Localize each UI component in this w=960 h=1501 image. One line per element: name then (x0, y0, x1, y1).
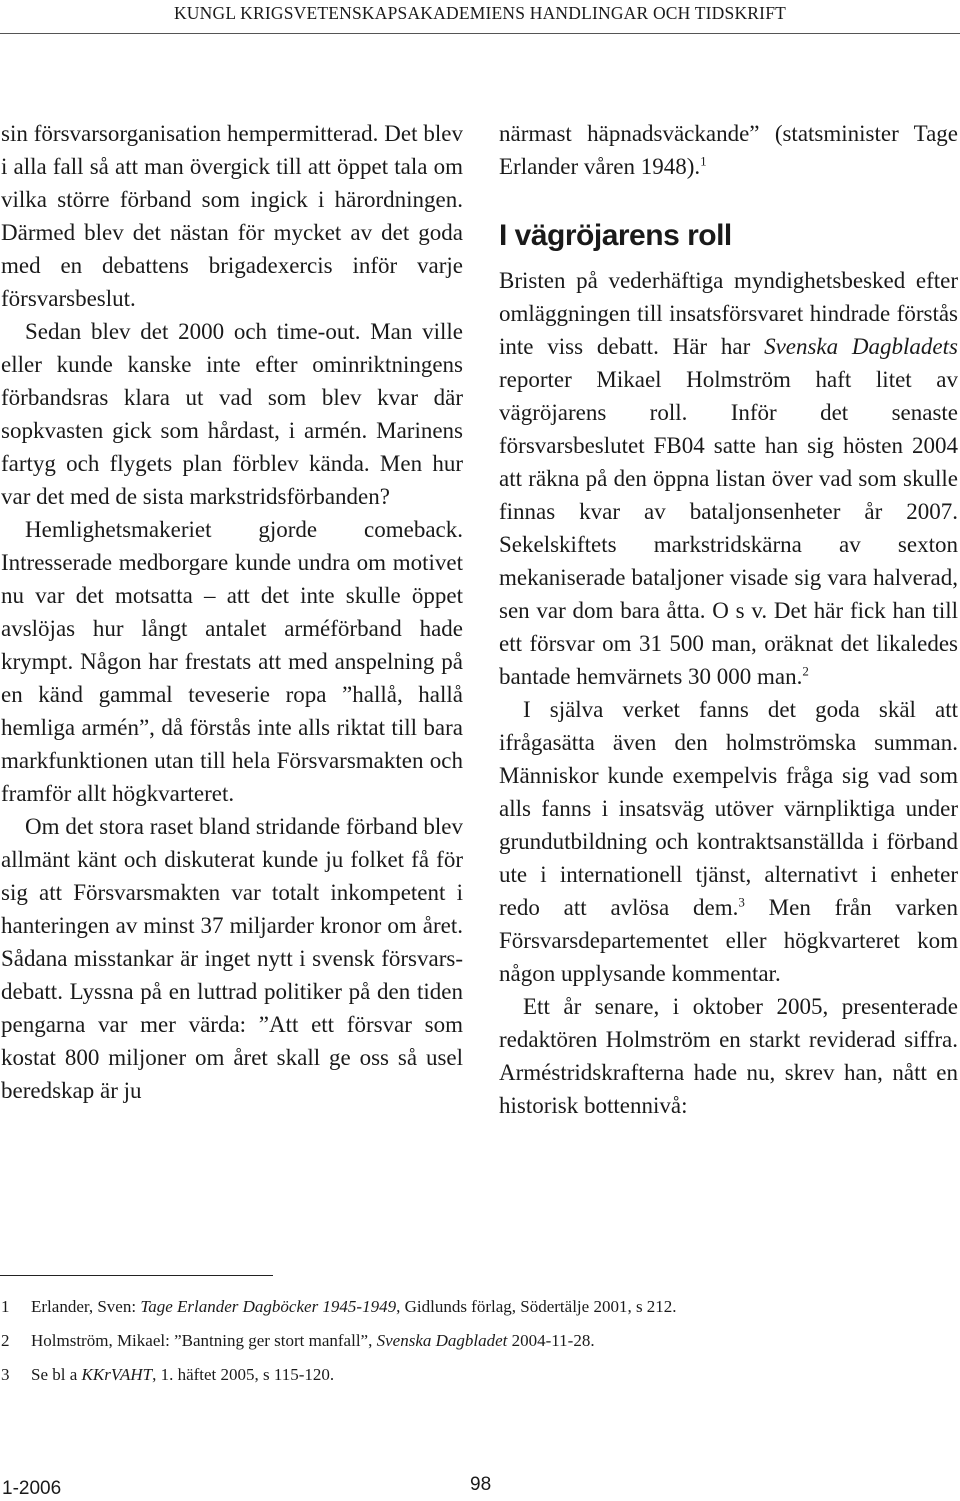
footnote-number: 3 (1, 1365, 10, 1384)
footnote-text: Holmström, Mikael: ”Bantning ger stort manfall”, (31, 1331, 377, 1350)
paragraph (499, 693, 958, 990)
footnote-title: Svenska Dagbladet (376, 1331, 508, 1350)
footnote-text: Se bl a (31, 1365, 82, 1384)
italic-publication: Svenska Dagbladets (764, 334, 958, 359)
footnote-text: , Gidlunds förlag, Södertälje 2001, s 212. (396, 1297, 677, 1316)
footnote-reference: 2 (802, 663, 809, 679)
footnote-number: 1 (1, 1297, 10, 1316)
left-column (1, 117, 463, 1107)
right-column (499, 117, 958, 1122)
paragraph-text: reporter Mikael Holmström haft litet av vägröjarens roll. Inför det senaste försvarsbeslutet FB04 satte han sig hösten 2004 att räkna på den öppna listan över vad som skulle finnas kvar av bataljonsenheter år 2007. Sekelskiftets markstridskärna av sexton mekaniserade bataljoner visade sig vara halverad, sen var dom bara åtta. O s v. Det här fick han till ett försvar om 31 500 man, oräknat det likaledes bantade hemvärnets 30 000 man. (499, 367, 958, 689)
paragraph: Ett år senare, i oktober 2005, presenterade redaktören Holmström en starkt reviderad siffra. Arméstridskrafterna hade nu, skrev han, nått en historisk bottennivå: (499, 994, 958, 1118)
running-header: KUNGL KRIGSVETENSKAPSAKADEMIENS HANDLINGAR OCH TIDSKRIFT (173, 3, 787, 23)
header-rule (0, 33, 960, 34)
issue-label: 1-2006 (2, 1478, 62, 1499)
paragraph: Sedan blev det 2000 och time-out. Man ville eller kunde kanske inte efter ominriktningens förbandsras klara ut vad som blev kvar där sopkvasten gick som hårdast, i armén. Marinens fartyg och flygets plan förblev kända. Men hur var det med de sista markstridsförbanden? (1, 319, 463, 509)
footnote-reference: 3 (738, 894, 745, 910)
paragraph (499, 117, 958, 183)
footnote-title: KKrVAHT (81, 1365, 153, 1384)
paragraph-text: I själva verket fanns det goda skäl att ifrågasätta även den holmströmska summan. Människor kunde exempelvis fråga sig vad som alls fanns i insatsväg utöver värnpliktiga under grundutbildning och kontraktsanställda i förband ute i internationell tjänst, alternativt i enheter redo att avlösa dem. (499, 697, 958, 920)
footnote-rule (0, 1275, 273, 1276)
paragraph: Om det stora raset bland stridande förband blev allmänt känt och diskuterat kunde ju folket få för sig att Försvarsmakten var totalt inkompetent i hanteringen av minst 37 miljarder kronor om året. Sådana misstankar är inget nytt i svensk försvarsdebatt. Lyssna på en luttrad politiker på den tiden pengarna var mer värda: ”Att ett försvar som kostat 800 miljoner om året skall ge oss så usel beredskap är ju (1, 814, 463, 1103)
footnote (1, 1290, 941, 1324)
paragraph: Hemlighetsmakeriet gjorde comeback. Intresserade medborgare kunde undra om motivet nu var det motsatta – att det inte skulle öppet avslöjas hur långt antalet arméförband hade krympt. Någon har frestats att med anspelning på en känd gammal teveserie ropa ”hallå, hallå hemliga armén”, då förstås inte alls riktat till bara markfunktionen utan till hela Försvarsmakten och framför allt högkvarteret. (1, 517, 463, 806)
page-number: 98 (470, 1474, 492, 1495)
section-heading: I vägröjarens roll (499, 219, 732, 252)
paragraph-text: Bristen på vederhäftiga myndighetsbesked efter omläggningen till insatsförsvaret hindrade förstås inte viss debatt. Här har (499, 268, 958, 359)
paragraph (499, 264, 958, 693)
footnote (1, 1324, 941, 1358)
footnote (1, 1358, 941, 1392)
paragraph-text: Men från varken Försvarsdepartementet eller högkvarteret kom någon upplysande kommentar. (499, 895, 959, 986)
footnote-text: Erlander, Sven: (31, 1297, 141, 1316)
paragraph-text: närmast häpnadsväckande” (statsminister Tage Erlander våren 1948). (499, 121, 958, 179)
footnotes (1, 1290, 941, 1392)
footnote-title: Tage Erlander Dagböcker 1945-1949 (140, 1297, 397, 1316)
footnote-text: 2004-11-28. (507, 1331, 595, 1350)
footnote-text: , 1. häftet 2005, s 115-120. (152, 1365, 335, 1384)
footnote-number: 2 (1, 1331, 10, 1350)
footnote-reference: 1 (700, 153, 707, 169)
paragraph: sin försvarsorganisation hempermitterad. Det blev i alla fall så att man övergick till att öppet tala om vilka större förband som ingick i härordningen. Därmed blev det nästan för mycket av det goda med en debattens brigadexercis inför varje försvarsbeslut. (1, 121, 463, 311)
